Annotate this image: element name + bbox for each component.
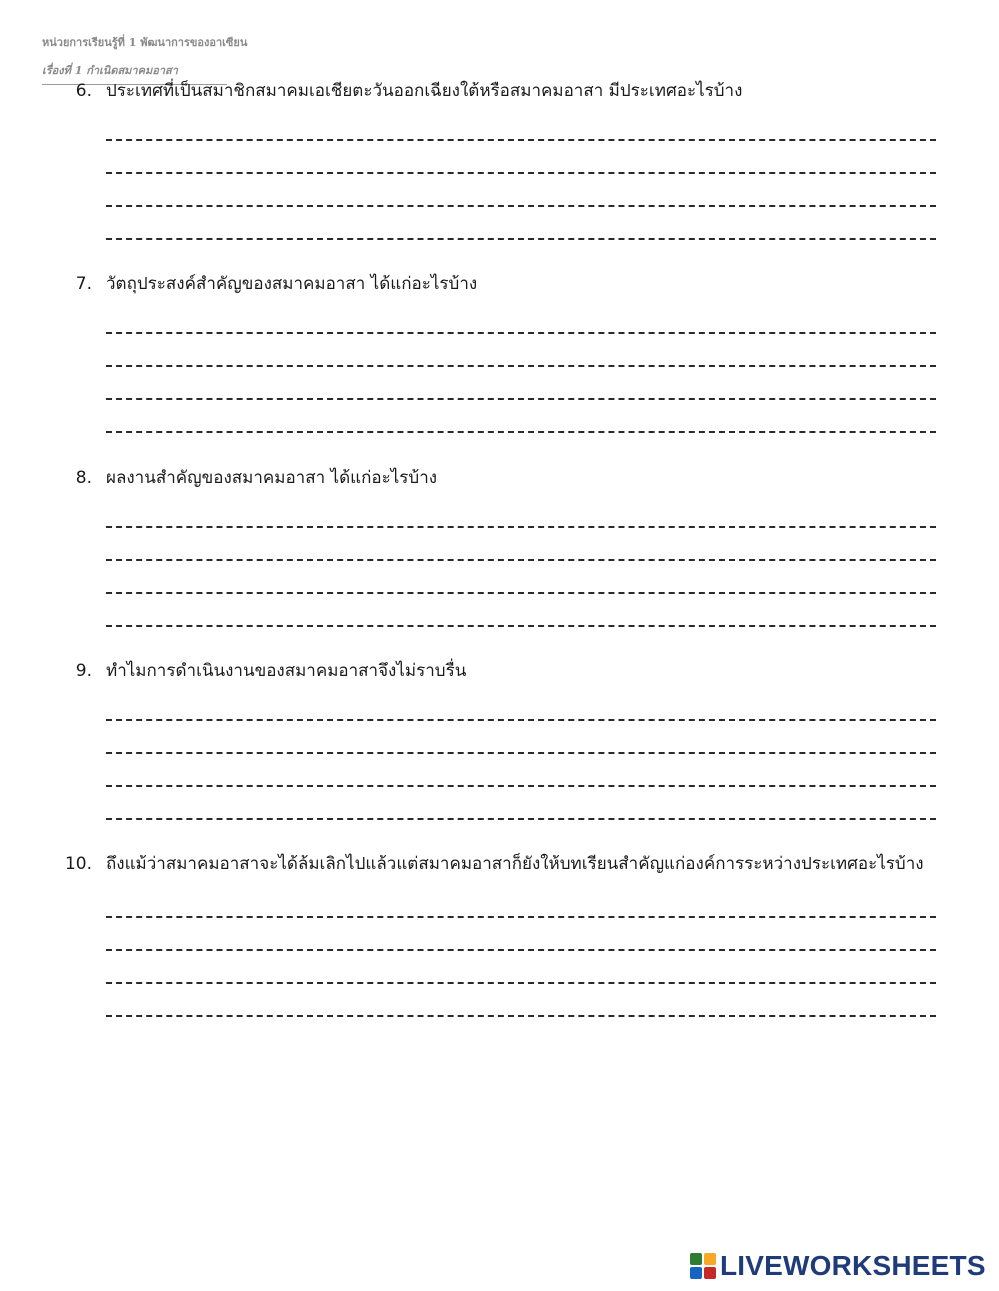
answer-line[interactable]: [106, 592, 936, 594]
answer-line[interactable]: [106, 752, 936, 754]
unit-header: หน่วยการเรียนรู้ที่ 1 พัฒนาการของอาเซียน: [42, 36, 248, 49]
topic-header: เรื่องที่ 1 กำเนิดสมาคมอาสา: [42, 64, 178, 77]
question-number: 9.: [75, 661, 92, 681]
answer-area[interactable]: [106, 526, 936, 627]
answer-line[interactable]: [106, 431, 936, 433]
answer-area[interactable]: [106, 719, 936, 820]
answer-line[interactable]: [106, 982, 936, 984]
logo-square-yellow: [704, 1253, 716, 1265]
liveworksheets-logo-icon: [690, 1253, 716, 1279]
answer-line[interactable]: [106, 818, 936, 820]
question-7: [60, 270, 950, 433]
answer-line[interactable]: [106, 625, 936, 627]
answer-area[interactable]: [106, 139, 936, 240]
question-number: 7.: [75, 274, 92, 294]
question-number: 10.: [64, 854, 92, 874]
answer-line[interactable]: [106, 526, 936, 528]
answer-area[interactable]: [106, 332, 936, 433]
question-text: ถึงแม้ว่าสมาคมอาสาจะได้ล้มเลิกไปแล้วแต่สมาคมอาสาก็ยังให้บทเรียนสำคัญแก่องค์การระหว่างประเทศอะไรบ้าง: [106, 854, 924, 874]
answer-line[interactable]: [106, 365, 936, 367]
answer-line[interactable]: [106, 1015, 936, 1017]
logo-square-red: [704, 1267, 716, 1279]
question-8: [60, 464, 950, 627]
logo-square-green: [690, 1253, 702, 1265]
answer-line[interactable]: [106, 916, 936, 918]
answer-line[interactable]: [106, 949, 936, 951]
question-text: ผลงานสำคัญของสมาคมอาสา ได้แก่อะไรบ้าง: [106, 468, 438, 488]
question-number: 6.: [75, 81, 92, 101]
question-text: ประเทศที่เป็นสมาชิกสมาคมเอเชียตะวันออกเฉียงใต้หรือสมาคมอาสา มีประเทศอะไรบ้าง: [106, 81, 743, 101]
logo-square-blue: [690, 1267, 702, 1279]
liveworksheets-brand: [690, 1250, 986, 1282]
answer-area[interactable]: [106, 916, 936, 1017]
answer-line[interactable]: [106, 139, 936, 141]
question-text: ทำไมการดำเนินงานของสมาคมอาสาจึงไม่ราบรื่น: [106, 661, 467, 681]
answer-line[interactable]: [106, 785, 936, 787]
brand-name: LIVEWORKSHEETS: [720, 1250, 986, 1281]
question-6: [60, 77, 950, 240]
question-9: [60, 657, 950, 820]
question-number: 8.: [75, 468, 92, 488]
answer-line[interactable]: [106, 238, 936, 240]
answer-line[interactable]: [106, 559, 936, 561]
question-10: [60, 850, 950, 1017]
answer-line[interactable]: [106, 398, 936, 400]
answer-line[interactable]: [106, 332, 936, 334]
answer-line[interactable]: [106, 205, 936, 207]
answer-line[interactable]: [106, 719, 936, 721]
answer-line[interactable]: [106, 172, 936, 174]
question-text: วัตถุประสงค์สำคัญของสมาคมอาสา ได้แก่อะไรบ้าง: [106, 274, 478, 294]
